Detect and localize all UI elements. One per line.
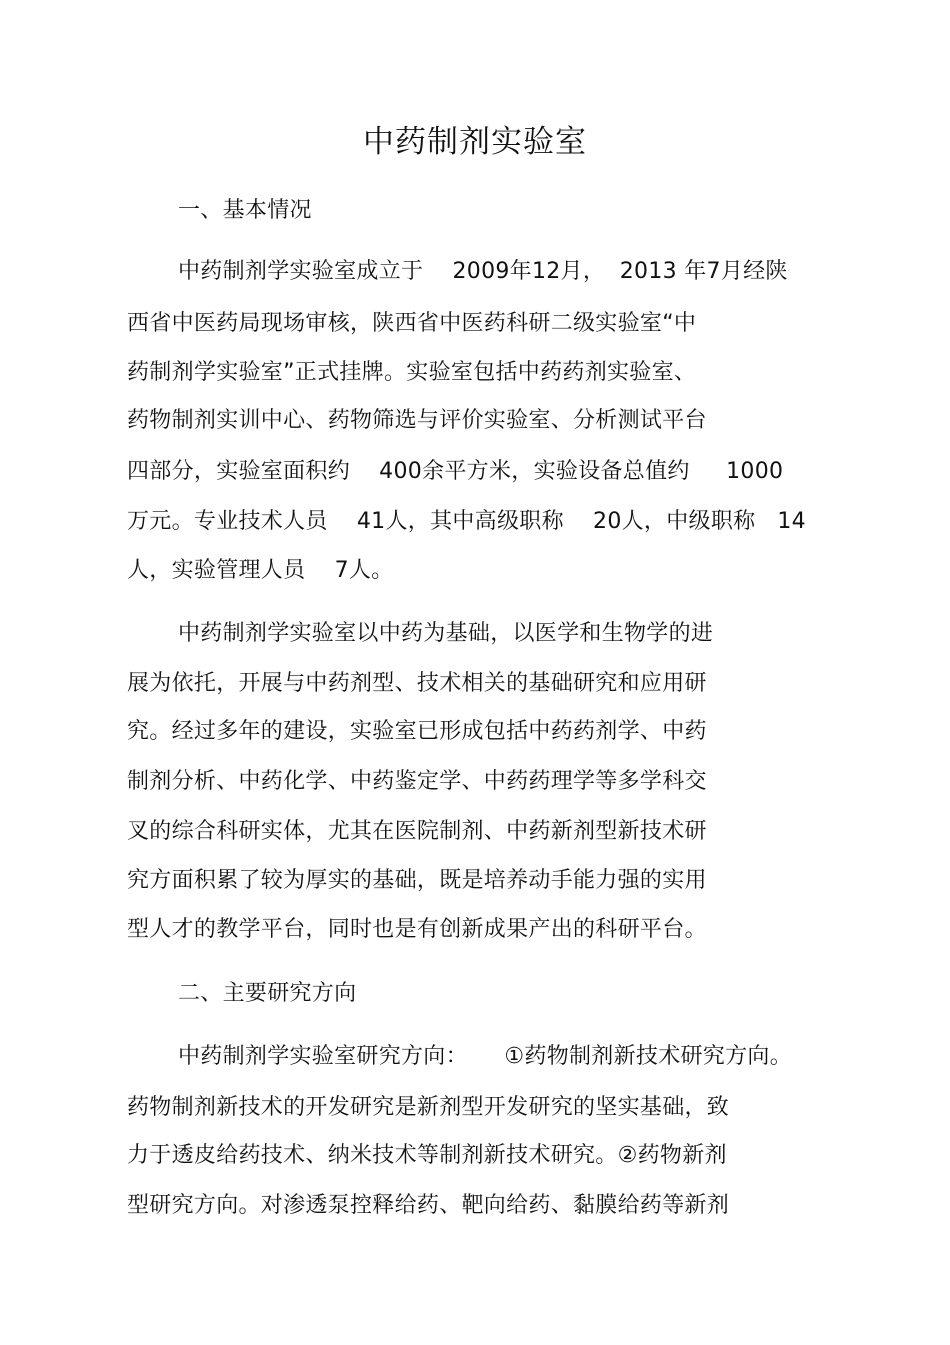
paragraph-line: 力于透皮给药技术、纳米技术等制剂新技术研究。②药物新剂 [127, 1143, 727, 1168]
paragraph-line: 中药制剂学实验室成立于 2009年12月， 2013 年7月经陕 [178, 259, 788, 284]
document-title: 中药制剂实验室 [363, 124, 587, 160]
paragraph-line: 药物制剂实训中心、药物筛选与评价实验室、分析测试平台 [127, 408, 707, 433]
paragraph-line: 万元。专业技术人员 41人，其中高级职称 20人，中级职称 14 [127, 509, 806, 534]
paragraph-line: 中药制剂学实验室以中药为基础，以医学和生物学的进 [178, 621, 714, 646]
paragraph-line: 展为依托，开展与中药剂型、技术相关的基础研究和应用研 [127, 671, 707, 696]
paragraph-line: 制剂分析、中药化学、中药鉴定学、中药药理学等多学科交 [127, 769, 707, 794]
paragraph-line: 药制剂学实验室”正式挂牌。实验室包括中药药剂实验室、 [127, 360, 697, 385]
paragraph-line: 中药制剂学实验室研究方向： ①药物制剂新技术研究方向。 [178, 1044, 792, 1069]
paragraph-line: 西省中医药局现场审核，陕西省中医药科研二级实验室“中 [127, 311, 697, 336]
paragraph-line: 型人才的教学平台，同时也是有创新成果产出的科研平台。 [127, 917, 707, 942]
paragraph-line: 型研究方向。对渗透泵控释给药、靶向给药、黏膜给药等新剂 [127, 1193, 730, 1218]
paragraph-line: 究。经过多年的建设，实验室已形成包括中药药剂学、中药 [127, 719, 707, 744]
paragraph-line: 究方面积累了较为厚实的基础，既是培养动手能力强的实用 [127, 868, 707, 893]
paragraph-line: 四部分，实验室面积约 400余平方米，实验设备总值约 1000 [127, 459, 784, 484]
section-heading: 二、主要研究方向 [178, 981, 357, 1006]
paragraph-line: 药物制剂新技术的开发研究是新剂型开发研究的坚实基础，致 [127, 1095, 730, 1120]
paragraph-line: 人，实验管理人员 7人。 [127, 558, 394, 583]
section-heading: 一、基本情况 [178, 198, 312, 223]
paragraph-line: 叉的综合科研实体，尤其在医院制剂、中药新剂型新技术研 [127, 819, 707, 844]
